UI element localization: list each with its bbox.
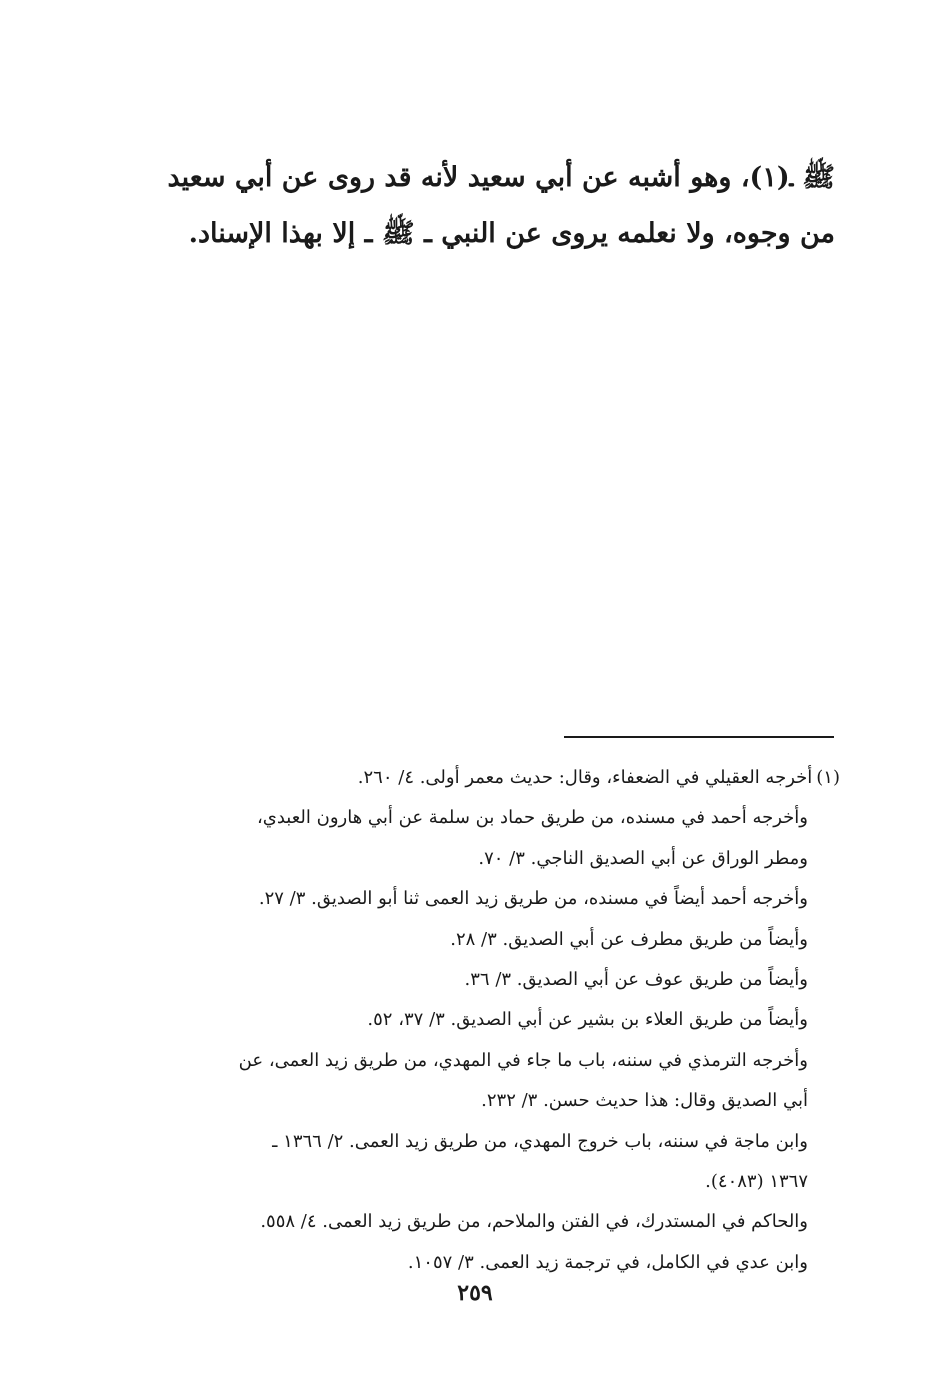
footnote-line: ١٣٦٧ (٤٠٨٣). xyxy=(705,1171,808,1193)
footnote-line: وابن عدي في الكامل، في ترجمة زيد العمى. ٣/ ١٠٥٧. xyxy=(407,1251,808,1273)
footnote-separator xyxy=(564,736,834,738)
main-text-line: ﷺ ـ(١)، وهو أشبه عن أبي سعيد لأنه قد روى عن أبي سعيد xyxy=(167,162,835,193)
footnote-line xyxy=(135,758,840,798)
footnote-line: وأخرجه أحمد في مسنده، من طريق حماد بن سلمة عن أبي هارون العبدي، xyxy=(256,807,808,829)
footnote-line: ومطر الوراق عن أبي الصديق الناجي. ٣/ ٧٠. xyxy=(478,847,808,869)
footnote-line: والحاكم في المستدرك، في الفتن والملاحم، من طريق زيد العمى. ٤/ ٥٥٨. xyxy=(260,1211,808,1233)
footnote-line: وابن ماجة في سننه، باب خروج المهدي، من طريق زيد العمى. ٢/ ١٣٦٦ ـ xyxy=(272,1130,808,1152)
main-text-line: من وجوه، ولا نعلمه يروى عن النبي ـ ﷺ ـ إلا بهذا الإسناد. xyxy=(188,218,835,249)
footnote-line: أبي الصديق وقال: هذا حديث حسن. ٣/ ٢٣٢. xyxy=(481,1090,808,1112)
footnotes xyxy=(135,758,840,1283)
main-text xyxy=(140,150,835,262)
footnote-marker: (١) xyxy=(816,767,840,788)
footnote-line: وأخرجه أحمد أيضاً في مسنده، من طريق زيد العمى ثنا أبو الصديق. ٣/ ٢٧. xyxy=(258,888,808,910)
footnote-line: وأيضاً من طريق العلاء بن بشير عن أبي الصديق. ٣/ ٣٧، ٥٢. xyxy=(367,1009,808,1031)
footnote-line: وأيضاً من طريق عوف عن أبي الصديق. ٣/ ٣٦. xyxy=(464,969,808,991)
footnote-line: وأيضاً من طريق مطرف عن أبي الصديق. ٣/ ٢٨. xyxy=(450,928,808,950)
page-number: ٢٥٩ xyxy=(457,1280,493,1306)
footnote-line: وأخرجه الترمذي في سننه، باب ما جاء في المهدي، من طريق زيد العمى، عن xyxy=(238,1049,808,1071)
footnote-text: أخرجه العقيلي في الضعفاء، وقال: حديث معمر أولى. ٤/ ٢٦٠. xyxy=(357,767,813,788)
